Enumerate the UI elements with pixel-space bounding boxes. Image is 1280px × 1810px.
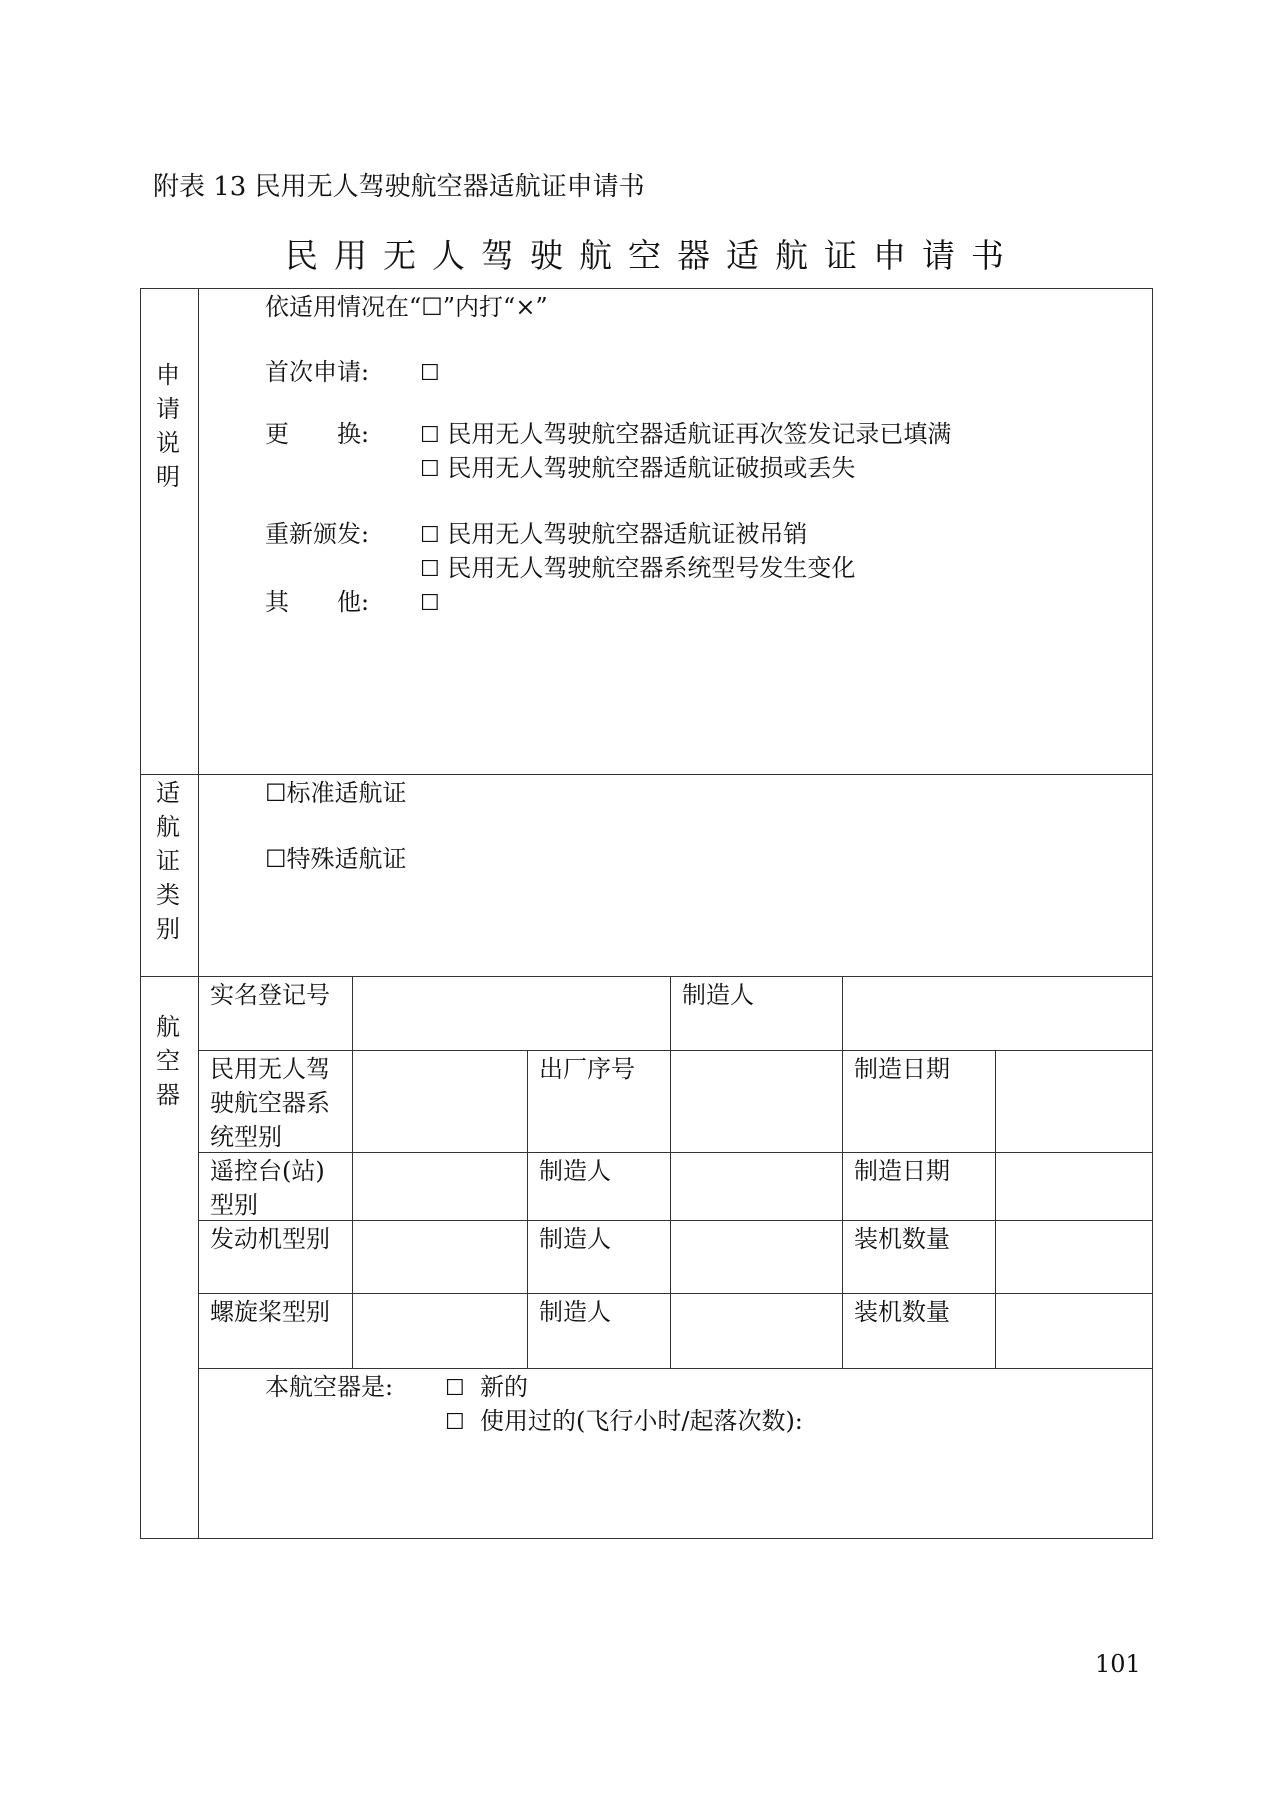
other-checkbox[interactable]: ☐ bbox=[420, 591, 440, 616]
gcs-model-label: 遥控台(站) 型别 bbox=[210, 1157, 325, 1219]
section-category-label: 适 航 证 类 别 bbox=[156, 779, 180, 943]
registration-label: 实名登记号 bbox=[210, 981, 330, 1009]
page-number: 101 bbox=[1095, 1650, 1141, 1678]
instruction-text: 依适用情况在“☐”内打“×” bbox=[265, 293, 548, 321]
replace-option-damaged-lost[interactable]: ☐ 民用无人驾驶航空器适航证破损或丢失 bbox=[420, 454, 856, 482]
other-label: 其 他: bbox=[265, 588, 370, 616]
reissue-option-revoked[interactable]: ☐ 民用无人驾驶航空器适航证被吊销 bbox=[420, 520, 808, 548]
replace-label: 更 换: bbox=[265, 420, 370, 448]
aircraft-new-option[interactable]: ☐ 新的 bbox=[445, 1373, 528, 1401]
engine-manufacturer-label: 制造人 bbox=[539, 1225, 611, 1253]
propeller-manufacturer-label: 制造人 bbox=[539, 1298, 611, 1326]
engine-model-label: 发动机型别 bbox=[210, 1225, 330, 1253]
section-application-label: 申 请 说 明 bbox=[156, 361, 180, 491]
first-application-checkbox[interactable]: ☐ bbox=[420, 361, 440, 386]
special-certificate-option[interactable]: ☐特殊适航证 bbox=[265, 845, 407, 873]
propeller-install-qty-label: 装机数量 bbox=[854, 1298, 950, 1326]
gcs-manufacturer-label: 制造人 bbox=[539, 1157, 611, 1185]
appendix-heading: 附表 13 民用无人驾驶航空器适航证申请书 bbox=[153, 172, 645, 202]
reissue-option-model-changed[interactable]: ☐ 民用无人驾驶航空器系统型号发生变化 bbox=[420, 554, 856, 582]
section-aircraft-label: 航 空 器 bbox=[156, 1013, 180, 1109]
aircraft-used-option[interactable]: ☐ 使用过的(飞行小时/起落次数): bbox=[445, 1407, 803, 1435]
aircraft-status-label: 本航空器是: bbox=[265, 1373, 394, 1401]
propeller-model-label: 螺旋桨型别 bbox=[210, 1298, 330, 1326]
serial-number-label: 出厂序号 bbox=[539, 1055, 635, 1083]
form-title: 民用无人驾驶航空器适航证申请书 bbox=[285, 236, 1020, 275]
uas-mfg-date-label: 制造日期 bbox=[854, 1055, 950, 1083]
replace-option-records-full[interactable]: ☐ 民用无人驾驶航空器适航证再次签发记录已填满 bbox=[420, 420, 952, 448]
standard-certificate-option[interactable]: ☐标准适航证 bbox=[265, 779, 407, 807]
uas-model-label: 民用无人驾 驶航空器系 统型别 bbox=[210, 1055, 330, 1151]
manufacturer-label: 制造人 bbox=[682, 981, 754, 1009]
engine-install-qty-label: 装机数量 bbox=[854, 1225, 950, 1253]
gcs-mfg-date-label: 制造日期 bbox=[854, 1157, 950, 1185]
reissue-label: 重新颁发: bbox=[265, 520, 370, 548]
first-application-label: 首次申请: bbox=[265, 358, 370, 386]
